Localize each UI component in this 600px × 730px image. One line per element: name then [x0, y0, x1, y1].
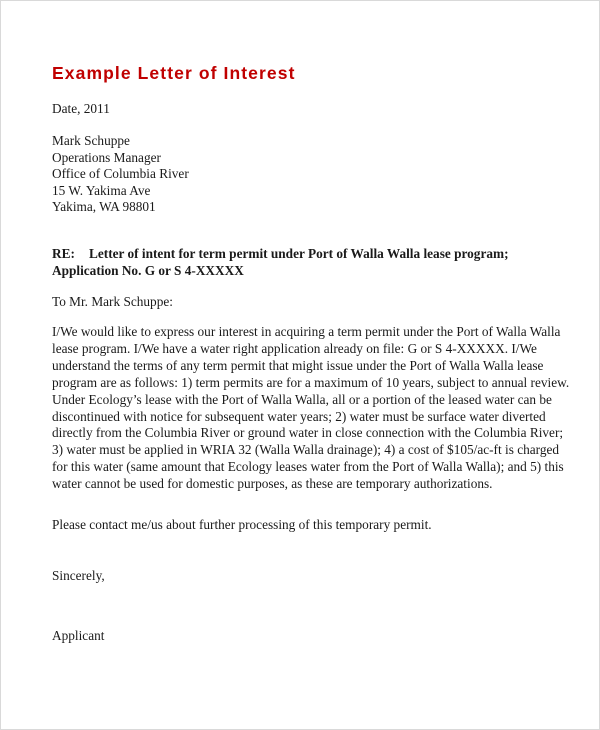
body-line: understand the terms of any term permit that might issue under the Port of Walla Walla lease	[52, 357, 544, 373]
recipient-title: Operations Manager	[52, 149, 161, 165]
subject-line	[52, 245, 572, 279]
recipient-street: 15 W. Yakima Ave	[52, 182, 151, 198]
letter-date: Date, 2011	[52, 101, 110, 116]
body-line: Under Ecology’s lease with the Port of Walla Walla, all or a portion of the leased water can be	[52, 391, 552, 407]
subject-text-line1: Letter of intent for term permit under Port of Walla Walla lease program;	[89, 246, 509, 261]
body-paragraph	[52, 324, 572, 493]
recipient-address	[52, 133, 572, 216]
body-line: directly from the Columbia River or ground water in close connection with the Columbia River;	[52, 425, 564, 441]
body-line: for this water (same amount that Ecology leases water from the Port of Walla Walla); and 5) this	[52, 459, 564, 475]
body-line: program are as follows: 1) term permits are for a maximum of 10 years, subject to annual review.	[52, 374, 570, 390]
body-line: water cannot be used for domestic purposes, as these are temporary authorizations.	[52, 476, 493, 492]
sign-off: Sincerely,	[52, 568, 105, 583]
signature: Applicant	[52, 628, 105, 643]
subject-text-line2: Application No. G or S 4-XXXXX	[52, 263, 244, 278]
body-line: I/We would like to express our interest in acquiring a term permit under the Port of Walla Walla	[52, 324, 561, 339]
recipient-city-state-zip: Yakima, WA 98801	[52, 199, 156, 215]
salutation: To Mr. Mark Schuppe:	[52, 294, 173, 309]
document-title: Example Letter of Interest	[52, 63, 296, 83]
body-line: 3) water must be applied in WRIA 32 (Walla Walla drainage); 4) a cost of $105/ac-ft is charged	[52, 442, 560, 458]
body-line: discontinued with notice for subsequent water years; 2) water must be surface water diverted	[52, 408, 546, 424]
body-line: lease program. I/We have a water right application already on file: G or S 4-XXXXX. I/We	[52, 340, 537, 356]
recipient-name: Mark Schuppe	[52, 133, 130, 148]
closing-request: Please contact me/us about further processing of this temporary permit.	[52, 517, 432, 532]
subject-label: RE:	[52, 246, 75, 261]
recipient-office: Office of Columbia River	[52, 166, 189, 182]
